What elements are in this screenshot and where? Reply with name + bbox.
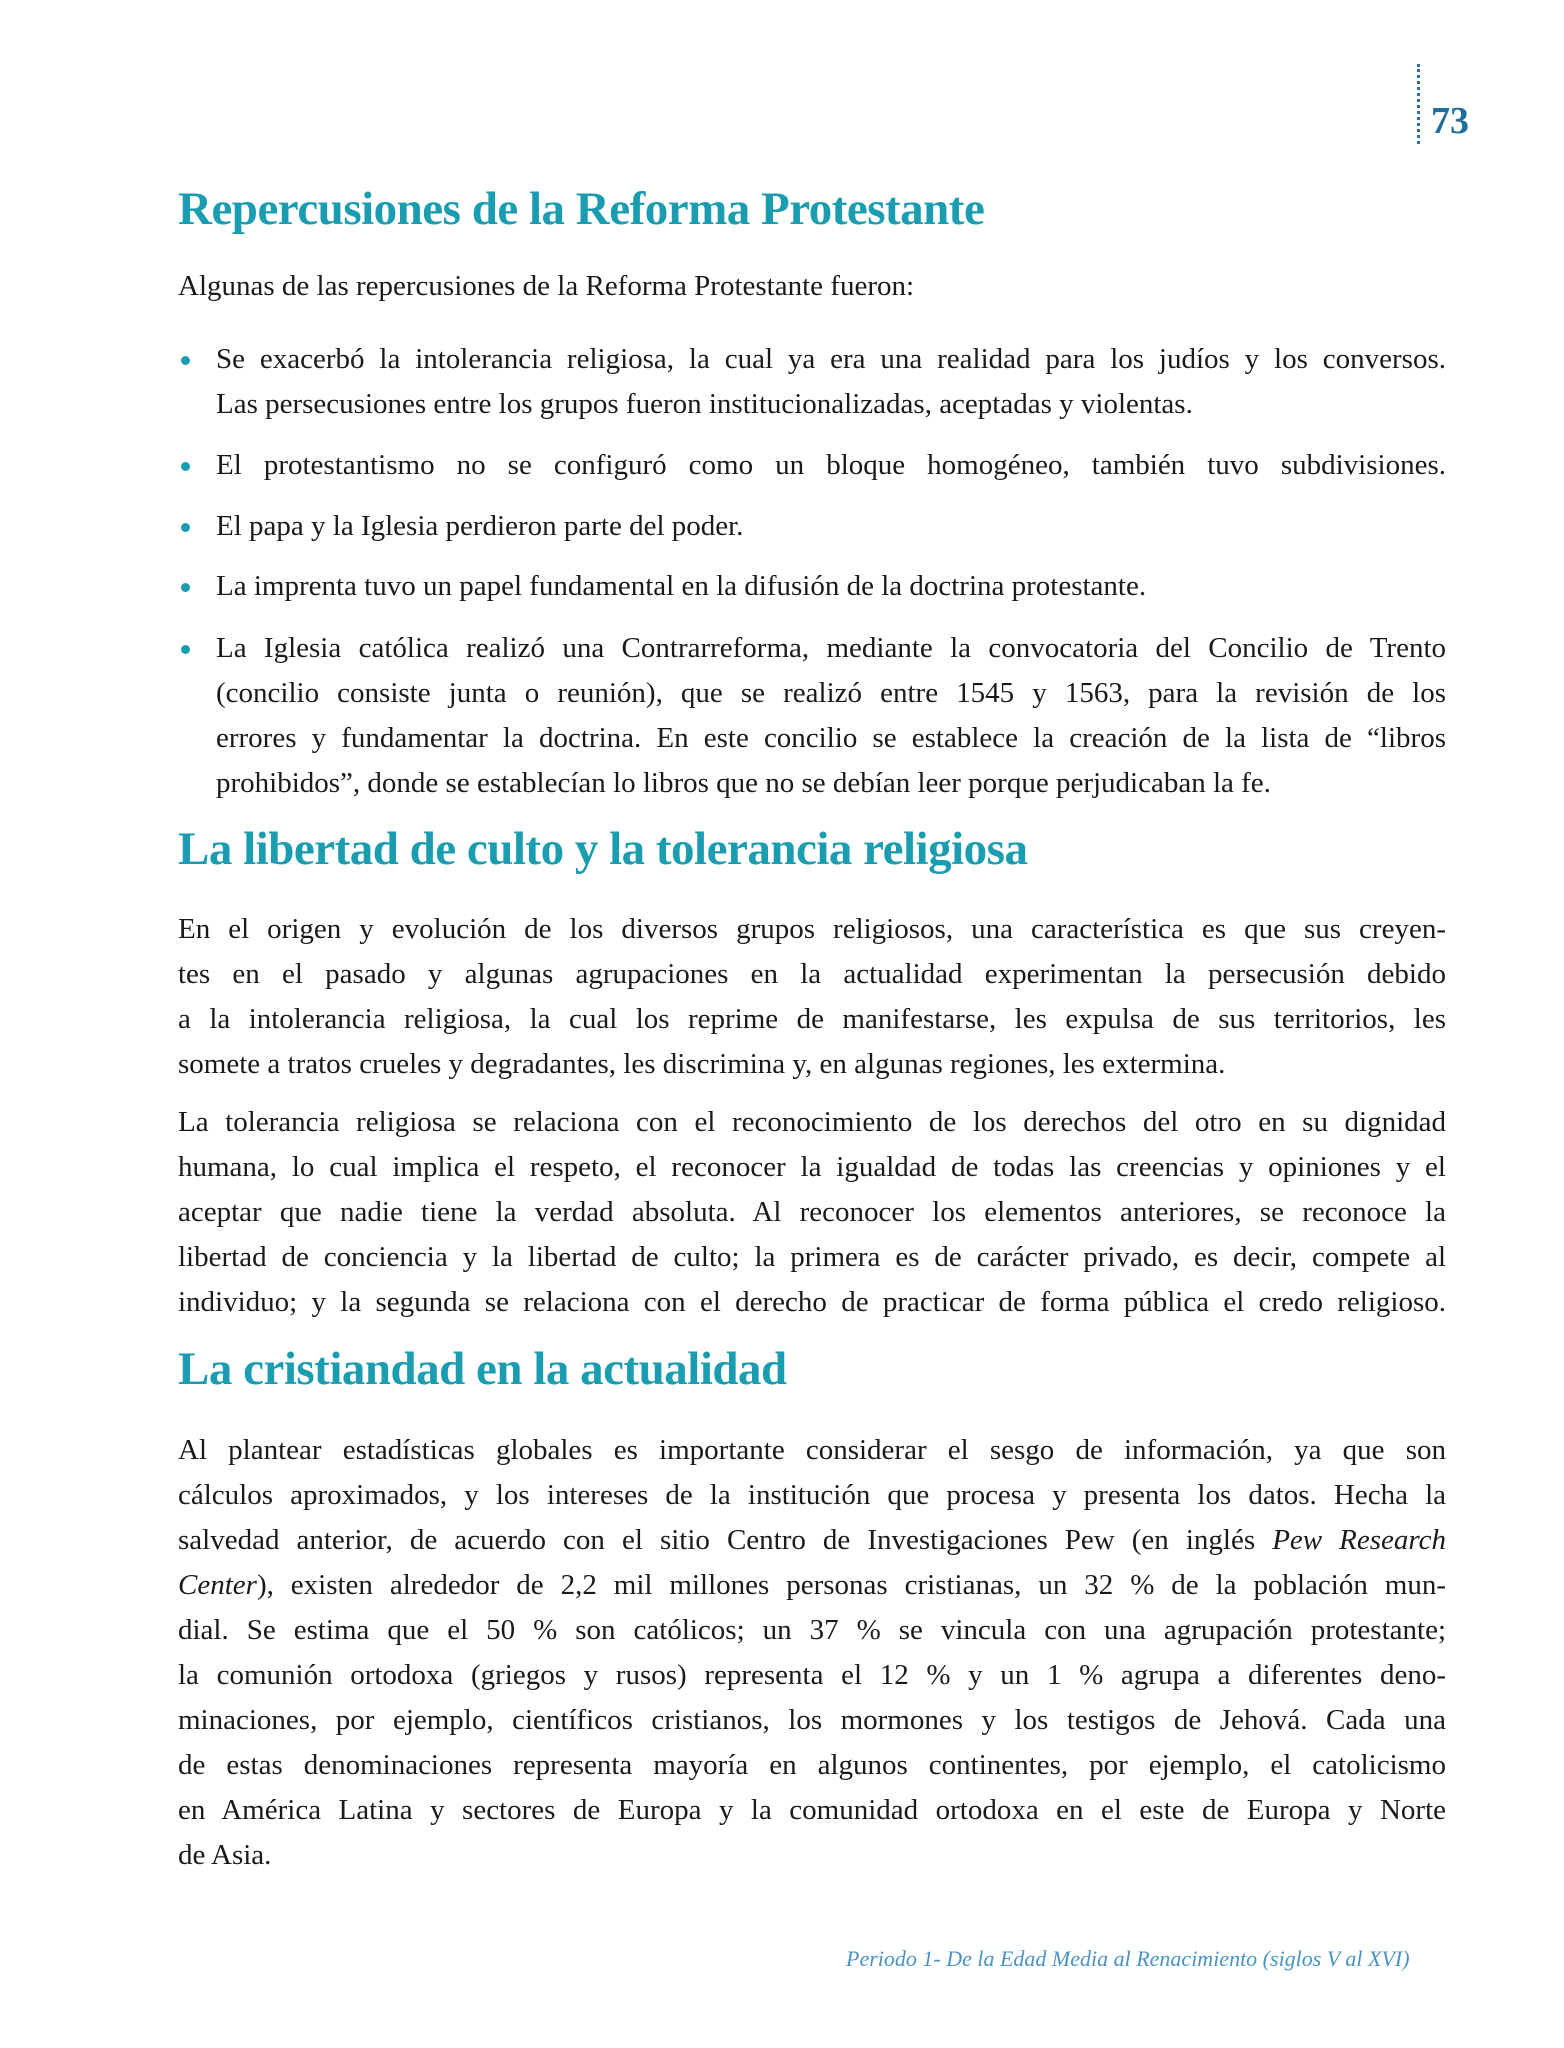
bullet-icon bbox=[181, 645, 190, 654]
page-footer: Periodo 1- De la Edad Media al Renacimiento (siglos V al XVI) bbox=[846, 1946, 1410, 1971]
paragraph-line bbox=[178, 1571, 1446, 1600]
paragraph-line: somete a tratos crueles y degradantes, les discrimina y, en algunas regiones, les extermina. bbox=[178, 1048, 1226, 1080]
bullet-text-line: El papa y la Iglesia perdieron parte del poder. bbox=[216, 510, 744, 542]
dotted-divider bbox=[1417, 64, 1420, 144]
section-title-libertad-culto: La libertad de culto y la tolerancia religiosa bbox=[178, 823, 1028, 875]
paragraph-line: tes en el pasado y algunas agrupaciones en la actualidad experimentan la persecusión debido bbox=[178, 958, 1446, 990]
italic-source-name: Pew Research bbox=[1272, 1524, 1446, 1556]
bullet-text-line: La imprenta tuvo un papel fundamental en la difusión de la doctrina protestante. bbox=[216, 570, 1147, 602]
paragraph-line: minaciones, por ejemplo, científicos cristianos, los mormones y los testigos de Jehová. Cada una bbox=[178, 1704, 1446, 1736]
bullet-icon bbox=[181, 356, 190, 365]
text-span: ), existen alrededor de 2,2 mil millones personas cristianas, un 32 % de la población mun- bbox=[256, 1569, 1446, 1601]
bullet-text-line: (concilio consiste junta o reunión), que se realizó entre 1545 y 1563, para la revisión de los bbox=[216, 677, 1446, 709]
italic-source-name: Center bbox=[178, 1569, 257, 1601]
paragraph-line: humana, lo cual implica el respeto, el reconocer la igualdad de todas las creencias y opiniones y el bbox=[178, 1151, 1446, 1183]
bullet-text-line: errores y fundamentar la doctrina. En este concilio se establece la creación de la lista de “libros bbox=[216, 722, 1446, 754]
section-title-cristiandad: La cristiandad en la actualidad bbox=[178, 1343, 787, 1395]
paragraph-line: la comunión ortodoxa (griegos y rusos) representa el 12 % y un 1 % agrupa a diferentes deno- bbox=[178, 1659, 1446, 1691]
paragraph-line: libertad de conciencia y la libertad de culto; la primera es de carácter privado, es decir, compete al bbox=[178, 1241, 1446, 1273]
paragraph-line: a la intolerancia religiosa, la cual los reprime de manifestarse, les expulsa de sus territorios, les bbox=[178, 1003, 1446, 1035]
section-intro: Algunas de las repercusiones de la Reforma Protestante fueron: bbox=[178, 270, 915, 302]
bullet-icon bbox=[181, 462, 190, 471]
paragraph-line: en América Latina y sectores de Europa y la comunidad ortodoxa en el este de Europa y Norte bbox=[178, 1794, 1446, 1826]
page-number: 73 bbox=[1431, 100, 1469, 142]
bullet-text-line: El protestantismo no se configuró como un bloque homogéneo, también tuvo subdivisiones. bbox=[216, 449, 1446, 481]
paragraph-line: cálculos aproximados, y los intereses de la institución que procesa y presenta los datos. Hecha la bbox=[178, 1479, 1446, 1511]
bullet-text-line: La Iglesia católica realizó una Contrarreforma, mediante la convocatoria del Concilio de Trento bbox=[216, 632, 1446, 664]
bullet-text-line: Se exacerbó la intolerancia religiosa, la cual ya era una realidad para los judíos y los conversos. bbox=[216, 343, 1446, 375]
paragraph-line bbox=[178, 1526, 1446, 1555]
paragraph-line: de estas denominaciones representa mayoría en algunos continentes, por ejemplo, el catolicismo bbox=[178, 1749, 1446, 1781]
paragraph-line: dial. Se estima que el 50 % son católicos; un 37 % se vincula con una agrupación protestante; bbox=[178, 1614, 1446, 1646]
text-span: salvedad anterior, de acuerdo con el sitio Centro de Investigaciones Pew (en inglés bbox=[178, 1524, 1273, 1556]
bullet-icon bbox=[181, 523, 190, 532]
paragraph-line: La tolerancia religiosa se relaciona con el reconocimiento de los derechos del otro en su dignidad bbox=[178, 1106, 1446, 1138]
paragraph-line: de Asia. bbox=[178, 1839, 272, 1871]
paragraph-line: En el origen y evolución de los diversos grupos religiosos, una característica es que sus creyen- bbox=[178, 913, 1446, 945]
bullet-icon bbox=[181, 583, 190, 592]
paragraph-line: aceptar que nadie tiene la verdad absoluta. Al reconocer los elementos anteriores, se reconoce la bbox=[178, 1196, 1446, 1228]
section-title-reforma: Repercusiones de la Reforma Protestante bbox=[178, 183, 985, 235]
bullet-text-line: Las persecusiones entre los grupos fueron institucionalizadas, aceptadas y violentas. bbox=[216, 388, 1193, 420]
bullet-text-line: prohibidos”, donde se establecían lo libros que no se debían leer porque perjudicaban la fe. bbox=[216, 767, 1271, 799]
paragraph-line: individuo; y la segunda se relaciona con el derecho de practicar de forma pública el credo religioso. bbox=[178, 1286, 1446, 1318]
paragraph-line: Al plantear estadísticas globales es importante considerar el sesgo de información, ya que son bbox=[178, 1434, 1446, 1466]
